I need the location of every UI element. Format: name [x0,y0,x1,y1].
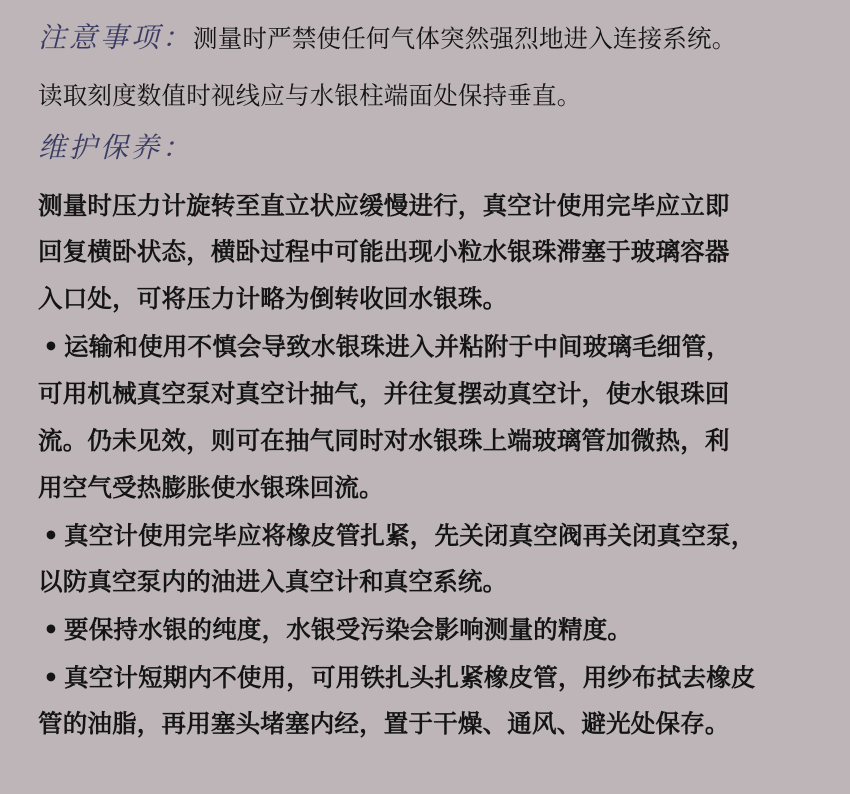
paragraph-1-line-1: 测量时压力计旋转至直立状应缓慢进行，真空计使用完毕应立即 [38,191,730,220]
item-1-line-3: 流。仍未见效，则可在抽气同时对水银珠上端玻璃管加微热，利 [38,426,730,455]
item-2-text-1: 真空计使用完毕应将橡皮管扎紧，先关闭真空阀再关闭真空泵， [64,521,756,550]
item-1-line-1 [38,331,731,363]
bullet-dot: • [43,663,59,692]
item-2-line-1 [38,520,756,552]
bullet-dot: • [43,332,59,361]
notice-text-1: 测量时严禁使任何气体突然强烈地进入连接系统。 [193,24,737,53]
notice-line-2: 读取刻度数值时视线应与水银柱端面处保持垂直。 [38,81,582,110]
item-3-line-1 [38,614,632,646]
item-1-line-2: 可用机械真空泵对真空计抽气，并往复摆动真空计，使水银珠回 [38,379,730,408]
maintenance-heading: 维护保养： [38,131,194,164]
item-1-text-1: 运输和使用不慎会导致水银珠进入并粘附于中间玻璃毛细管， [64,332,731,361]
notice-heading: 注意事项： [38,21,194,54]
item-2-line-2: 以防真空泵内的油进入真空计和真空系统。 [38,567,508,596]
item-1-line-4: 用空气受热膨胀使水银珠回流。 [38,473,384,502]
item-4-line-2: 管的油脂，再用塞头堵塞内经，置于干燥、通风、避光处保存。 [38,709,730,738]
bullet-dot: • [43,615,59,644]
paragraph-1-line-2: 回复横卧状态，横卧过程中可能出现小粒水银珠滞塞于玻璃容器 [38,237,730,266]
notice-line-1 [38,22,736,55]
bullet-dot: • [43,521,59,550]
item-4-line-1 [38,662,756,694]
item-3-text-1: 要保持水银的纯度，水银受污染会影响测量的精度。 [64,615,633,644]
item-4-text-1: 真空计短期内不使用，可用铁扎头扎紧橡皮管，用纱布拭去橡皮 [64,663,756,692]
paragraph-1-line-3: 入口处，可将压力计略为倒转收回水银珠。 [38,284,508,313]
